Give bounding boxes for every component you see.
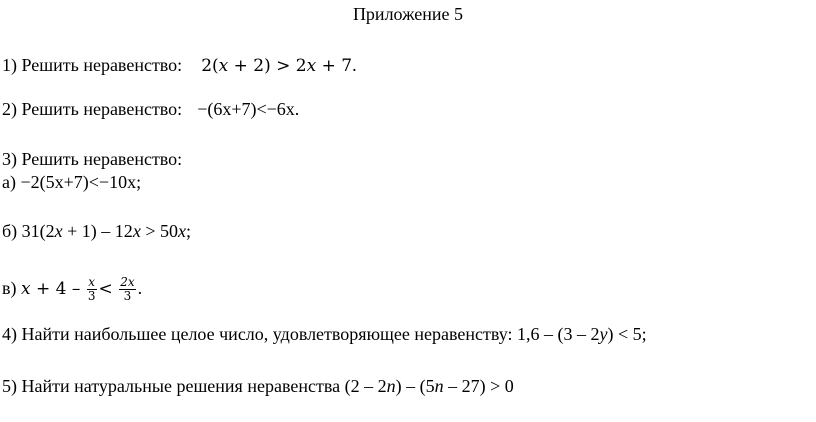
task-5: 5) Найти натуральные решения неравенства (2 – 2n) – (5n – 27) > 0 (2, 376, 514, 396)
fraction-x-over-3: $\frac{x}{3}$ (87, 275, 96, 304)
task-4: 4) Найти наибольшее целое число, удовлетворяющее неравенству: 1,6 – (3 – 2y) < 5; (2, 324, 647, 344)
task-2 (2, 98, 299, 120)
task-3-label: 3) Решить неравенство: (2, 149, 183, 169)
task-2-inequality: −(6x+7)<−6x. (197, 99, 300, 119)
task-3a: а) −2(5x+7)<−10x; (2, 172, 142, 192)
task-2-label: 2) Решить неравенство: (2, 99, 183, 119)
page-title: Приложение 5 (352, 4, 464, 24)
task-1: 1) Решить неравенство: 2(x + 2) > 2x + 7. (2, 55, 357, 76)
task-3c: в) x + 4 – $\frac{x}{3}$ < $\frac{2x}{3}$ . (2, 275, 143, 304)
task-3b: б) 31(2x + 1) – 12x > 50x; (2, 221, 191, 241)
task-1-label: 1) Решить неравенство: (2, 55, 183, 75)
fraction-2x-over-3: $\frac{2x}{3}$ (120, 275, 135, 304)
task-1-inequality: 2(x + 2) > 2x + 7 (201, 56, 353, 76)
